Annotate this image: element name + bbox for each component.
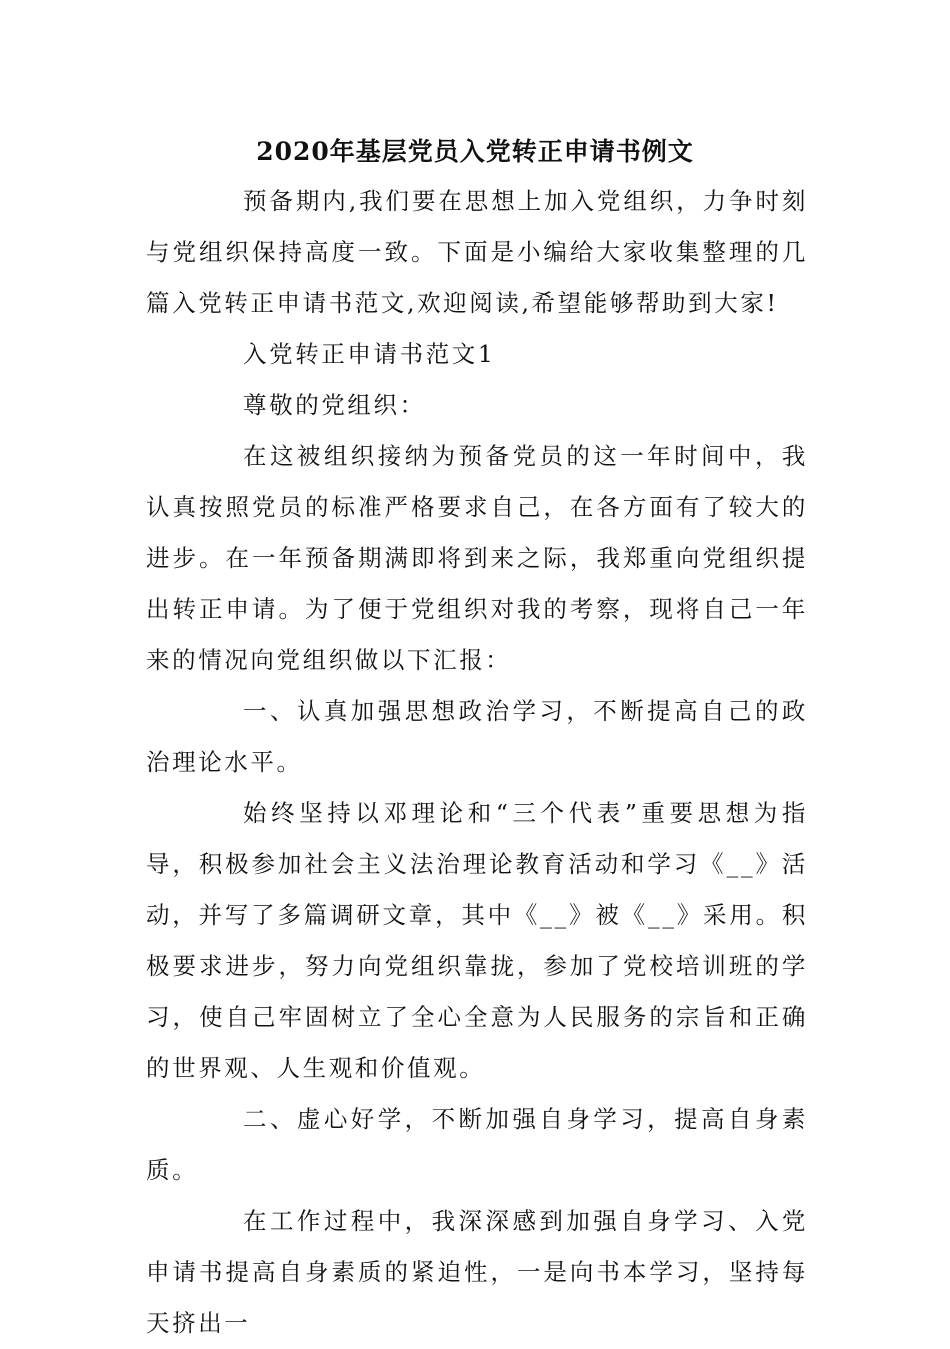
body-paragraph: 始终坚持以邓理论和“三个代表”重要思想为指导，积极参加社会主义法治理论教育活动和学习《__》活动，并写了多篇调研文章，其中《__》被《__》采用。积极要求进步，努力向党组织靠拢，参加了党校培训班的学习，使自己牢固树立了全心全意为人民服务的宗旨和正确的世界观、人生观和价值观。 [146, 799, 808, 1082]
body-paragraph: 在这被组织接纳为预备党员的这一年时间中，我认真按照党员的标准严格要求自己，在各方面有了较大的进步。在一年预备期满即将到来之际，我郑重向党组织提出转正申请。为了便于党组织对我的考察，现将自己一年来的情况向党组织做以下汇报： [146, 442, 808, 674]
body-paragraph: 在工作过程中，我深深感到加强自身学习、入党申请书提高自身素质的紧迫性，一是向书本学习，坚持每天挤出一 [146, 1207, 808, 1337]
section-heading: 入党转正申请书范文1 [243, 340, 496, 368]
salutation: 尊敬的党组织： [243, 391, 426, 419]
intro-paragraph: 预备期内,我们要在思想上加入党组织，力争时刻与党组织保持高度一致。下面是小编给大家收集整理的几篇入党转正申请书范文,欢迎阅读,希望能够帮助到大家! [146, 187, 808, 317]
document-title: 2020年基层党员入党转正申请书例文 [256, 137, 694, 166]
numbered-heading: 二、虚心好学，不断加强自身学习，提高自身素质。 [146, 1105, 808, 1184]
document-body [146, 176, 808, 1349]
numbered-heading: 一、认真加强思想政治学习，不断提高自己的政治理论水平。 [146, 697, 808, 776]
